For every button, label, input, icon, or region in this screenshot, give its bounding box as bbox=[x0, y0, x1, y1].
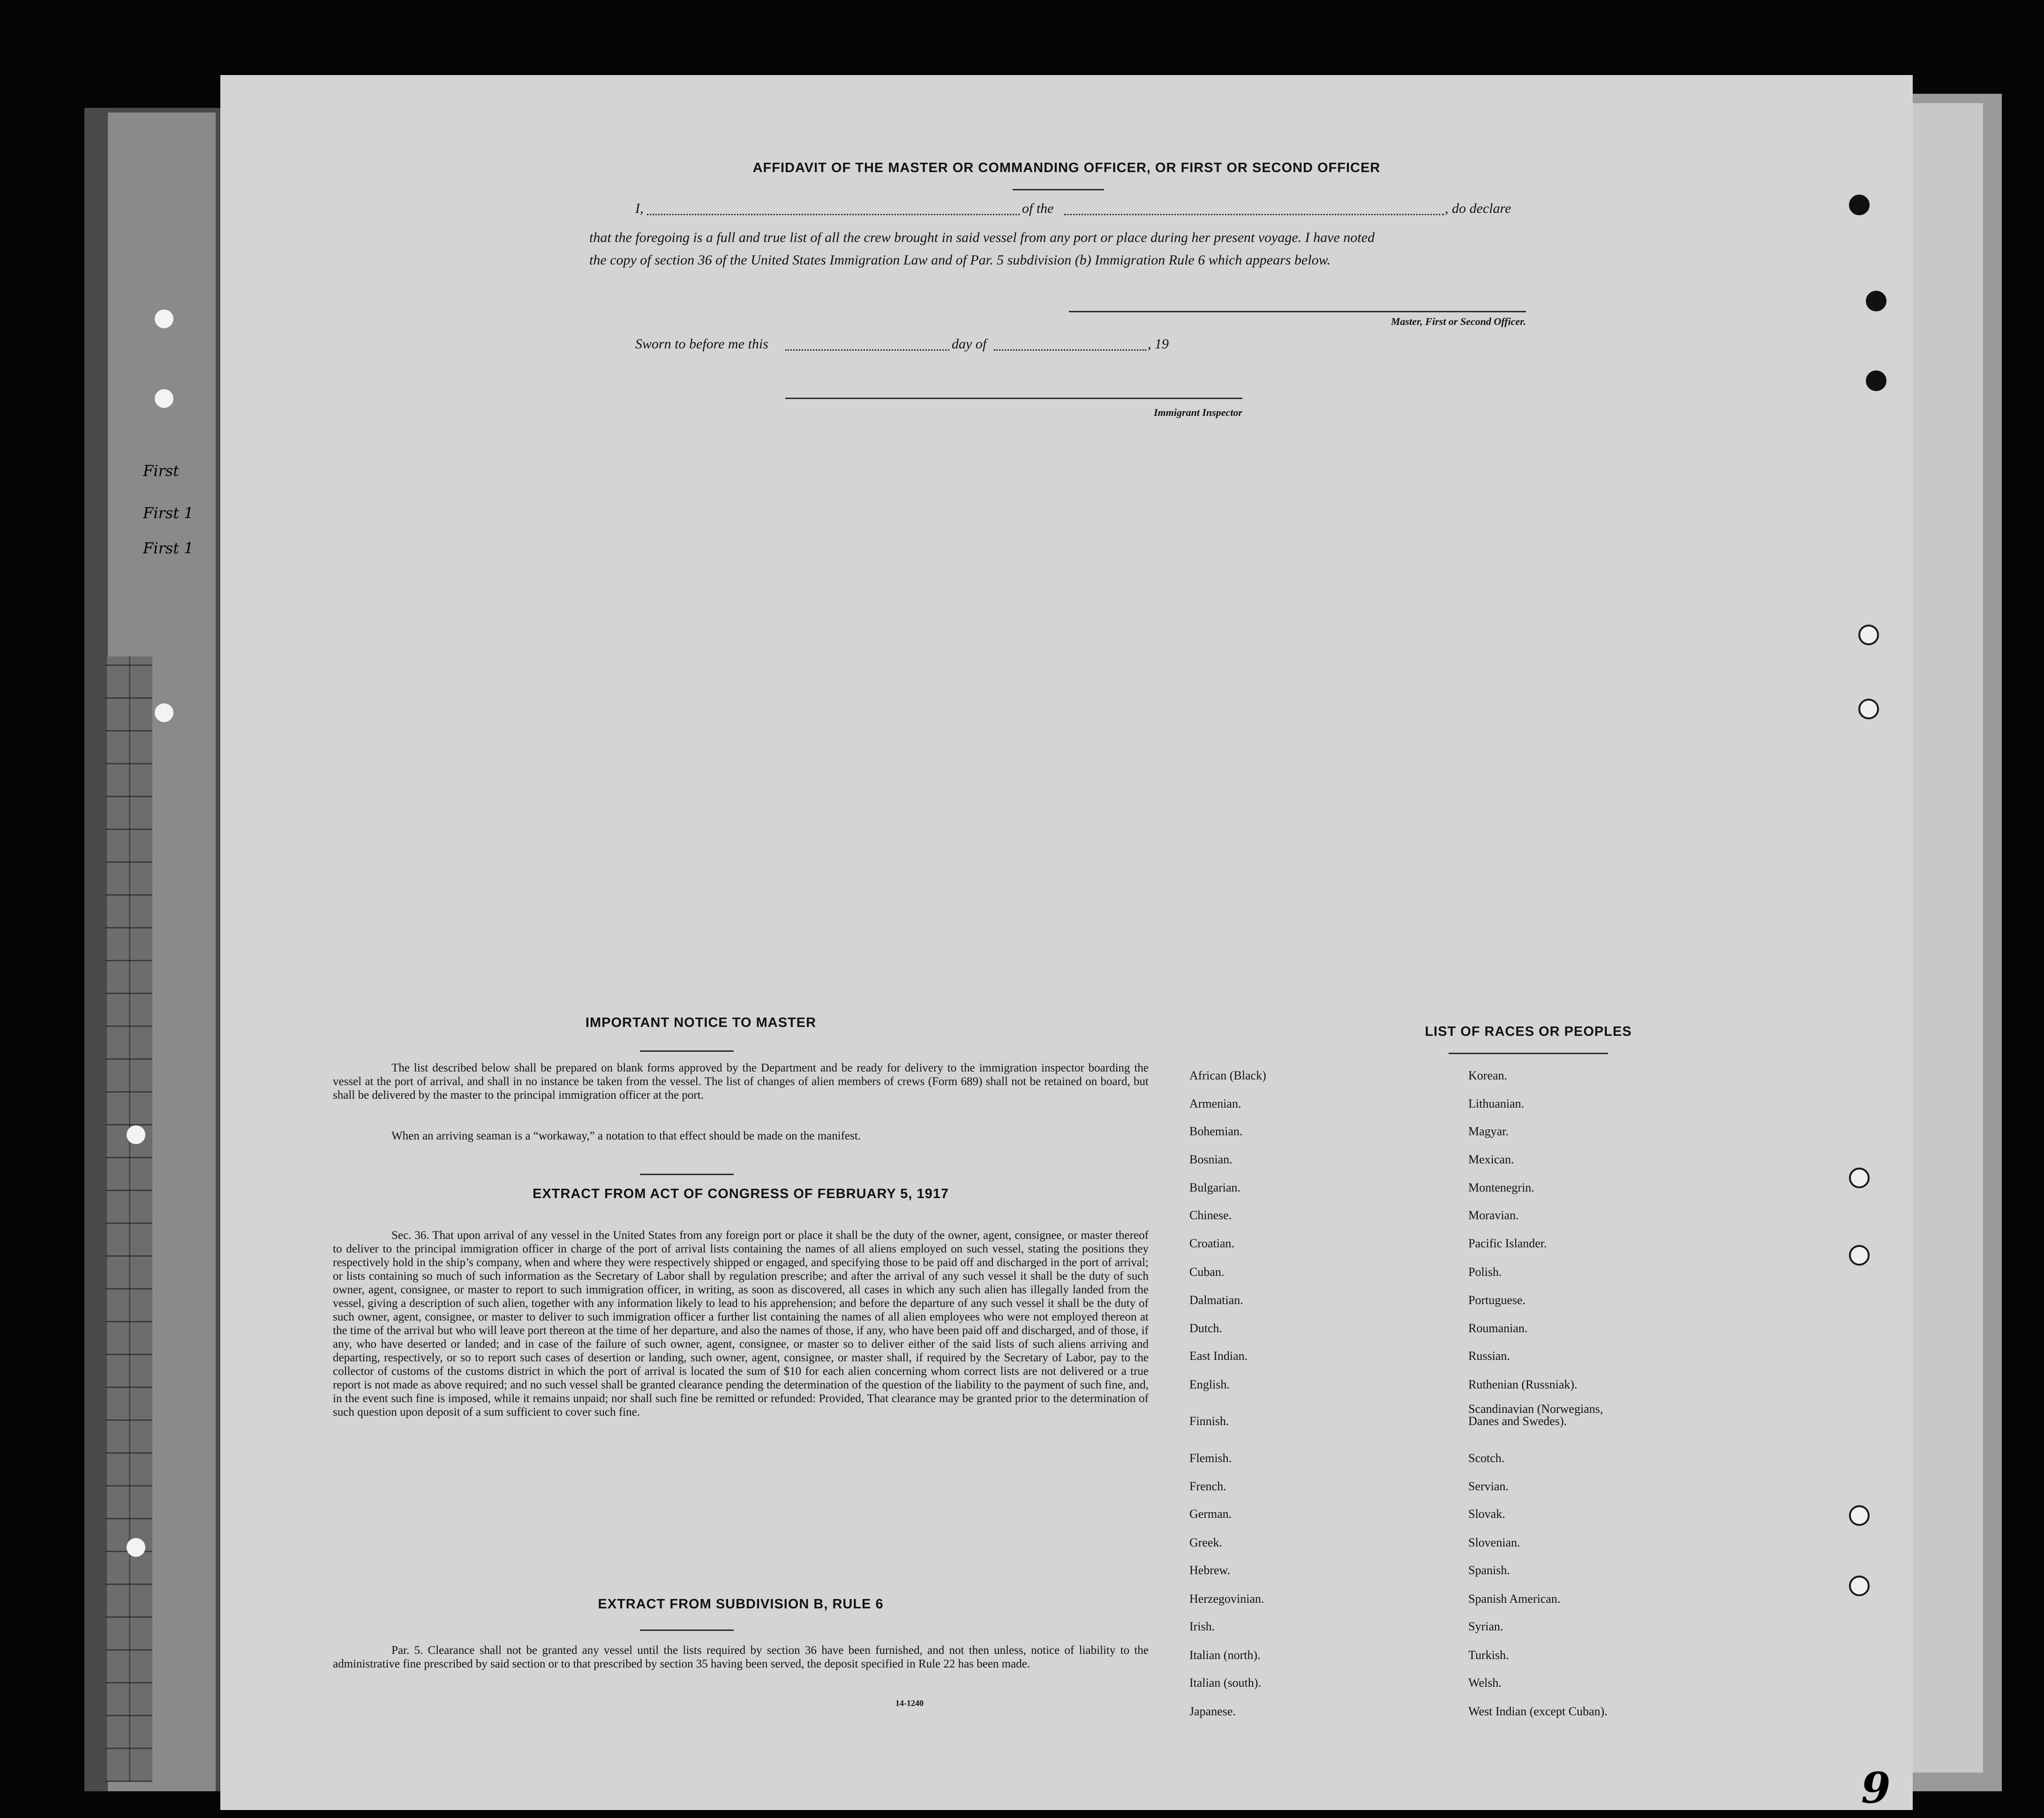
margin-note: First 1 bbox=[143, 504, 194, 522]
race-item: Japanese. bbox=[1189, 1705, 1236, 1718]
race-item: Irish. bbox=[1189, 1620, 1215, 1633]
race-item: Moravian. bbox=[1468, 1208, 1519, 1222]
divider bbox=[640, 1050, 734, 1052]
race-item: Korean. bbox=[1468, 1069, 1508, 1082]
race-item: Dalmatian. bbox=[1189, 1293, 1243, 1307]
race-item: Russian. bbox=[1468, 1349, 1510, 1363]
race-item: Magyar. bbox=[1468, 1124, 1509, 1138]
race-item: Slovenian. bbox=[1468, 1536, 1520, 1549]
races-title: LIST OF RACES OR PEOPLES bbox=[1425, 1024, 1632, 1039]
race-item: Turkish. bbox=[1468, 1648, 1509, 1662]
race-item: French. bbox=[1189, 1479, 1226, 1493]
sworn-label: Sworn to before me this bbox=[635, 336, 768, 352]
day-of-label: day of bbox=[952, 336, 987, 352]
punch-hole bbox=[1849, 1245, 1870, 1266]
race-item: Scotch. bbox=[1468, 1451, 1505, 1465]
punch-hole bbox=[1849, 1576, 1870, 1596]
punch-hole bbox=[1849, 1168, 1870, 1188]
race-item: Ruthenian (Russniak). bbox=[1468, 1378, 1578, 1391]
sworn-day-field-line[interactable] bbox=[785, 349, 949, 351]
affidavit-of-the-label: of the bbox=[1022, 201, 1054, 216]
race-item: Roumanian. bbox=[1468, 1321, 1528, 1335]
race-item: Pacific Islander. bbox=[1468, 1237, 1547, 1250]
punch-hole bbox=[1866, 370, 1886, 391]
race-item: East Indian. bbox=[1189, 1349, 1248, 1363]
margin-note: First bbox=[143, 462, 180, 480]
punch-hole bbox=[127, 1538, 145, 1557]
race-item: Chinese. bbox=[1189, 1208, 1232, 1222]
race-item: Polish. bbox=[1468, 1265, 1502, 1279]
race-item: German. bbox=[1189, 1507, 1232, 1521]
race-item: Spanish. bbox=[1468, 1563, 1510, 1577]
race-item: Italian (south). bbox=[1189, 1676, 1262, 1690]
race-item: Portuguese. bbox=[1468, 1293, 1526, 1307]
rule-extract-text: Par. 5. Clearance shall not be granted any vessel until the lists required by section 36 have been furnished, and not then unless, notice of liability to the administrative fine prescribed by said section or to that prescribed by section 35 having been served, the deposit specified in Rule 22 has been made. bbox=[333, 1644, 1149, 1670]
race-item: Bosnian. bbox=[1189, 1153, 1232, 1166]
form-number: 14-1240 bbox=[895, 1698, 924, 1708]
race-item: Armenian. bbox=[1189, 1097, 1241, 1110]
race-item: Mexican. bbox=[1468, 1153, 1514, 1166]
race-item: English. bbox=[1189, 1378, 1230, 1391]
rule-extract-title: EXTRACT FROM SUBDIVISION B, RULE 6 bbox=[598, 1597, 884, 1612]
affidavit-do-declare: , do declare bbox=[1445, 201, 1511, 216]
divider bbox=[640, 1174, 734, 1175]
divider bbox=[1449, 1053, 1608, 1054]
punch-hole bbox=[155, 389, 173, 408]
inspector-signature-line[interactable] bbox=[785, 398, 1242, 399]
punch-hole bbox=[1858, 699, 1879, 719]
race-item: Hebrew. bbox=[1189, 1563, 1231, 1577]
act-extract-text: Sec. 36. That upon arrival of any vessel in the United States from any foreign port or place it shall be the duty of the owner, agent, consignee, or master thereof to deliver to the principal immigration officer in charge of the port of arrival lists containing the names of all aliens employed on such vessel, stating the positions they respectively hold in the ship’s company, when and where they were respectively shipped or engaged, and specifying those to be paid off and discharged in the port of arrival; or lists containing so much of such information as the Secretary of Labor shall by regulation prescribe; and after the arrival of any such vessel it shall be the duty of such owner, agent, consignee, or master to report to such immigration officer, in writing, as soon as discovered, all cases in which any such alien has illegally landed from the vessel, giving a description of such alien, together with any information likely to lead to his apprehension; and before the departure of any such vessel it shall be the duty of such owner, agent, consignee, or master to deliver to such immigration officer a further list containing the names of all alien employees who were not employed thereon at the time of the arrival but who will leave port thereon at the time of her departure, and also the names of those, if any, who have been paid off and discharged, and of those, if any, who have deserted or landed; and in case of the failure of such owner, agent, consignee, or master so to deliver either of the said lists of such aliens arriving and departing, respectively, or so to report such cases of desertion or landing, such owner, agent, consignee, or master shall, if required by the Secretary of Labor, pay to the collector of customs of the customs district in which the port of arrival is located the sum of $10 for each alien concerning whom correct lists are not delivered or a true report is not made as above required; and no such vessel shall be granted clearance pending the determination of the question of the liability to the payment of such fine, and, in the event such fine is imposed, while it remains unpaid; nor shall such fine be remitted or refunded: Provided, That clearance may be granted prior to the determination of such question upon deposit of a sum sufficient to cover such fine. bbox=[333, 1229, 1149, 1418]
inspector-signature-label: Immigrant Inspector bbox=[1154, 407, 1242, 418]
punch-hole bbox=[1849, 195, 1870, 215]
race-item: Spanish American. bbox=[1468, 1592, 1561, 1606]
divider bbox=[640, 1629, 734, 1631]
race-item: Dutch. bbox=[1189, 1321, 1223, 1335]
name-field-line[interactable] bbox=[647, 214, 1020, 215]
race-item: Finnish. bbox=[1189, 1414, 1229, 1428]
divider bbox=[1013, 189, 1104, 190]
race-item: Bulgarian. bbox=[1189, 1181, 1241, 1194]
punch-hole bbox=[1858, 625, 1879, 645]
race-item: Montenegrin. bbox=[1468, 1181, 1534, 1194]
punch-hole bbox=[155, 309, 173, 328]
affidavit-i-label: I, bbox=[635, 201, 644, 216]
background-ledger-grid bbox=[105, 656, 152, 1782]
margin-note: First 1 bbox=[143, 539, 194, 557]
affidavit-line-2: that the foregoing is a full and true list of all the crew brought in said vessel from any port or place during her present voyage. I have noted bbox=[589, 230, 1375, 245]
race-item: Servian. bbox=[1468, 1479, 1509, 1493]
race-item: Slovak. bbox=[1468, 1507, 1505, 1521]
race-item: Croatian. bbox=[1189, 1237, 1235, 1250]
background-sheet-right-inner bbox=[1913, 103, 1983, 1773]
race-item: Lithuanian. bbox=[1468, 1097, 1525, 1110]
race-item: Welsh. bbox=[1468, 1676, 1502, 1690]
race-item: Bohemian. bbox=[1189, 1124, 1243, 1138]
page-number-mark: 9 bbox=[1861, 1763, 1891, 1813]
vessel-field-line[interactable] bbox=[1064, 214, 1444, 215]
notice-paragraph-2: When an arriving seaman is a “workaway,” a notation to that effect should be made on the manifest. bbox=[391, 1130, 861, 1142]
affidavit-line-3: the copy of section 36 of the United States Immigration Law and of Par. 5 subdivision (b) Immigration Rule 6 which appears below. bbox=[589, 252, 1330, 268]
race-item: African (Black) bbox=[1189, 1069, 1266, 1082]
race-item: Flemish. bbox=[1189, 1451, 1232, 1465]
race-item: Cuban. bbox=[1189, 1265, 1225, 1279]
punch-hole bbox=[155, 703, 173, 722]
document-page bbox=[220, 75, 1913, 1813]
master-signature-label: Master, First or Second Officer. bbox=[1390, 316, 1526, 327]
affidavit-title: AFFIDAVIT OF THE MASTER OR COMMANDING OFFICER, OR FIRST OR SECOND OFFICER bbox=[752, 160, 1381, 175]
sworn-month-field-line[interactable] bbox=[994, 349, 1146, 351]
punch-hole bbox=[1849, 1505, 1870, 1526]
race-item: West Indian (except Cuban). bbox=[1468, 1705, 1608, 1718]
race-item: Scandinavian (Norwegians, Danes and Swedes). bbox=[1468, 1402, 1603, 1428]
master-signature-line[interactable] bbox=[1069, 311, 1526, 312]
race-item: Herzegovinian. bbox=[1189, 1592, 1264, 1606]
notice-paragraph-1: The list described below shall be prepared on blank forms approved by the Department and be ready for delivery to the immigration inspector boarding the vessel at the port of arrival, and shall in no instance be taken from the vessel. The list of changes of alien members of crews (Form 689) shall not be retained on board, but shall be delivered by the master to the principal immigration officer at the port. bbox=[333, 1062, 1149, 1101]
race-item: Greek. bbox=[1189, 1536, 1223, 1549]
race-item: Italian (north). bbox=[1189, 1648, 1261, 1662]
act-extract-title: EXTRACT FROM ACT OF CONGRESS OF FEBRUARY 5, 1917 bbox=[532, 1186, 949, 1201]
race-item: Syrian. bbox=[1468, 1620, 1503, 1633]
punch-hole bbox=[127, 1125, 145, 1144]
notice-title: IMPORTANT NOTICE TO MASTER bbox=[585, 1015, 817, 1030]
punch-hole bbox=[1866, 291, 1886, 311]
year-label: , 19 bbox=[1148, 336, 1169, 352]
